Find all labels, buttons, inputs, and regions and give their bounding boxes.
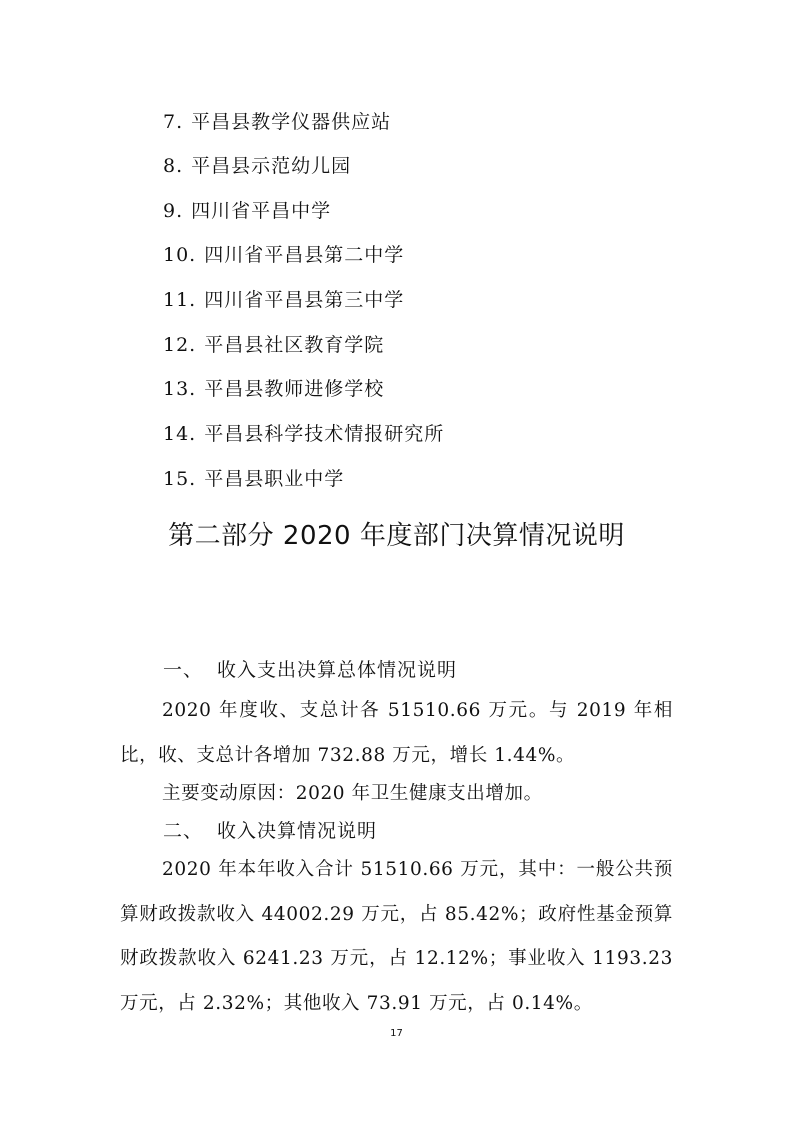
- list-item-text: 平昌县社区教育学院: [204, 334, 385, 356]
- list-item-text: 平昌县示范幼儿园: [191, 155, 352, 177]
- list-item: [163, 199, 331, 223]
- page-number: 17: [390, 1028, 403, 1039]
- list-item-number: 12.: [163, 334, 197, 356]
- section-heading-text: 收入决算情况说明: [217, 820, 378, 842]
- part-title: 第二部分 2020 年度部门决算情况说明: [168, 521, 625, 551]
- list-item: [163, 422, 444, 446]
- list-item-text: 四川省平昌中学: [191, 200, 332, 222]
- list-item: [163, 377, 384, 401]
- section-heading: [163, 818, 377, 844]
- list-item-number: 7.: [163, 111, 184, 133]
- list-item-number: 8.: [163, 155, 184, 177]
- paragraph: 2020 年度收、支总计各 51510.66 万元。与 2019 年相比，收、支总计各增加 732.88 万元，增长 1.44%。: [120, 700, 673, 766]
- section-heading-number: 一、: [163, 659, 204, 681]
- paragraph: 2020 年本年收入合计 51510.66 万元，其中：一般公共预算财政拨款收入 44002.29 万元，占 85.42%；政府性基金预算财政拨款收入 6241.23 万元，占 12.12%；事业收入 1193.23 万元，占 2.32%；其他收入 73.91 万元，占 0.14%。: [120, 859, 673, 1014]
- section-heading-number: 二、: [163, 820, 204, 842]
- section-heading-text: 收入支出决算总体情况说明: [217, 659, 458, 681]
- list-item: [163, 467, 344, 491]
- list-item-text: 平昌县科学技术情报研究所: [204, 423, 445, 445]
- list-item: [163, 154, 351, 178]
- list-item-text: 平昌县职业中学: [204, 468, 345, 490]
- list-item: [163, 333, 384, 357]
- list-item-number: 14.: [163, 423, 197, 445]
- list-item: [163, 110, 391, 134]
- section-heading: [163, 657, 457, 683]
- paragraph: 主要变动原因：2020 年卫生健康支出增加。: [162, 783, 543, 804]
- list-item-number: 10.: [163, 244, 197, 266]
- list-item-number: 13.: [163, 378, 197, 400]
- list-item-text: 平昌县教师进修学校: [204, 378, 385, 400]
- list-item-number: 15.: [163, 468, 197, 490]
- list-item-number: 9.: [163, 200, 184, 222]
- list-item-text: 四川省平昌县第二中学: [204, 244, 405, 266]
- list-item: [163, 243, 404, 267]
- list-item-number: 11.: [163, 289, 197, 311]
- list-item: [163, 288, 404, 312]
- list-item-text: 平昌县教学仪器供应站: [191, 111, 392, 133]
- list-item-text: 四川省平昌县第三中学: [204, 289, 405, 311]
